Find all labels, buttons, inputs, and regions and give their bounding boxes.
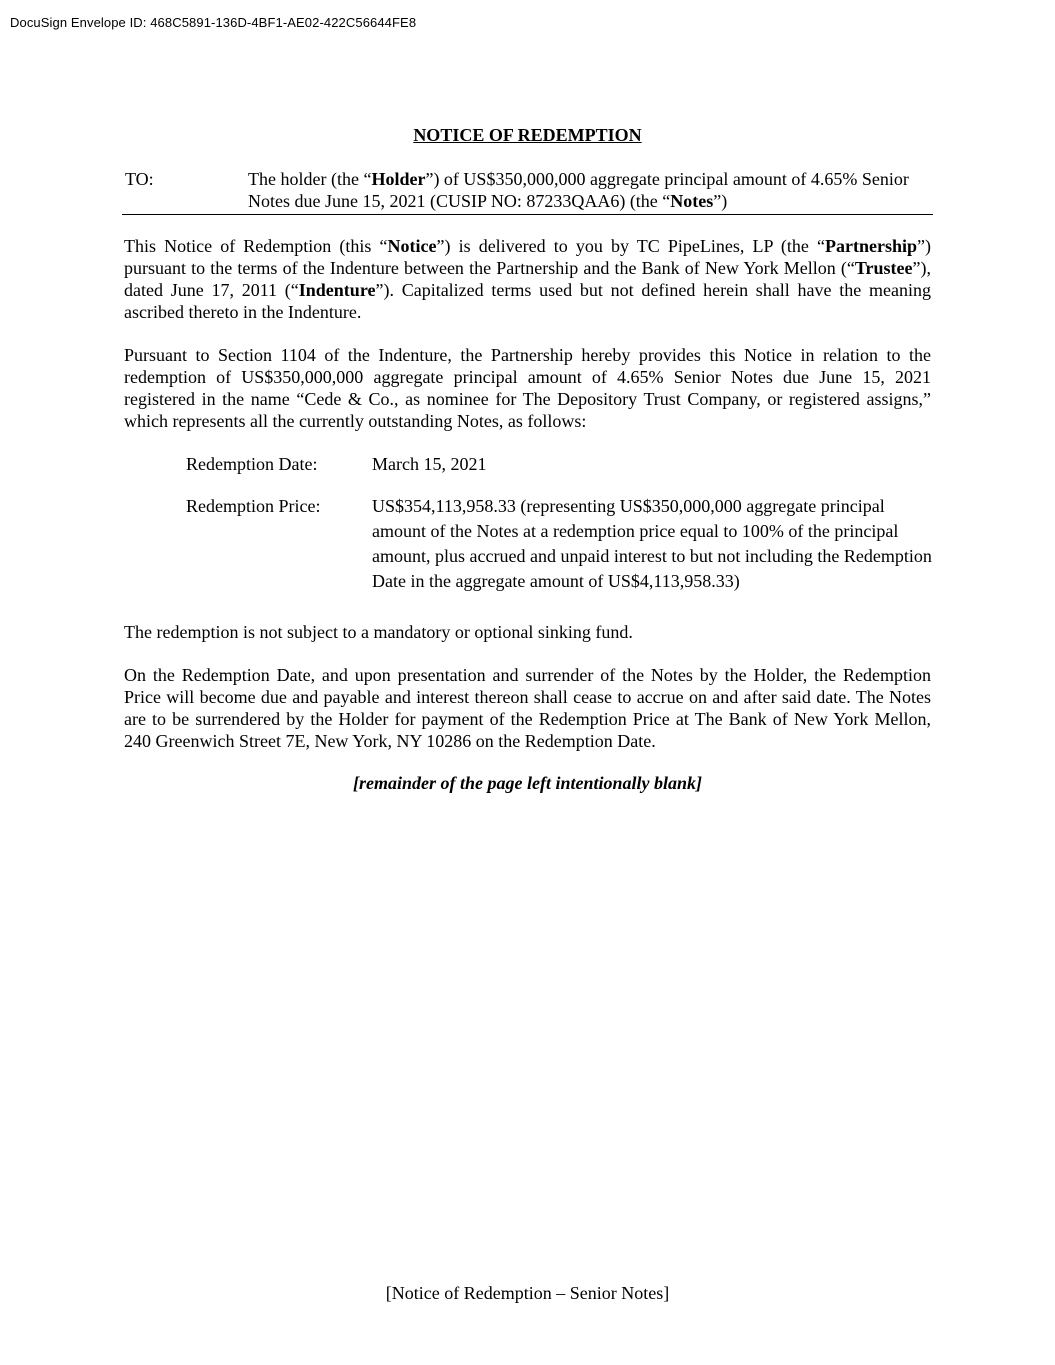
intro-text-part: ”), dated June 17, 2011 (“ (124, 258, 931, 300)
notice-term: Notice (387, 236, 437, 256)
redemption-date-label: Redemption Date: (186, 454, 318, 474)
intro-text-part: ”) pursuant to the terms of the Indenture between the Partnership and the Bank of New York Mellon (“ (124, 236, 931, 278)
document-title: NOTICE OF REDEMPTION (413, 125, 642, 145)
docusign-envelope-id: DocuSign Envelope ID: 468C5891-136D-4BF1-AE02-422C56644FE8 (10, 15, 417, 30)
sinking-fund-paragraph: The redemption is not subject to a mandatory or optional sinking fund. (124, 622, 633, 642)
intro-text-part: ”) is delivered to you by TC PipeLines, LP (the “ (436, 236, 826, 256)
redemption-price-value: US$354,113,958.33 (representing US$350,000,000 aggregate principal amount of the Notes at a redemption price equal to 100% of the principal amount, plus accrued and unpaid interest to but not including the Redemption Date in the aggregate amount of US$4,113,958.33) (372, 496, 932, 591)
to-label: TO: (125, 169, 154, 189)
partnership-term: Partnership (825, 236, 918, 256)
redemption-price-label: Redemption Price: (186, 496, 321, 516)
addressee-text-part: The holder (the “ (248, 169, 372, 189)
redemption-paragraph: Pursuant to Section 1104 of the Indenture, the Partnership hereby provides this Notice in relation to the redemption of US$350,000,000 aggregate principal amount of 4.65% Senior Notes due June 15, 2021 registered in the name “Cede & Co., as nominee for The Depository Trust Company, or registered assigns,” which represents all the currently outstanding Notes, as follows: (124, 345, 931, 431)
addressee-text-part: ”) of US$350,000,000 aggregate principal amount of 4.65% Senior Notes due June 15, 2021 (CUSIP NO: 87233QAA6) (the “ (248, 169, 909, 211)
addressee-block (122, 168, 933, 215)
addressee-text-part: ”) (713, 191, 728, 211)
holder-term: Holder (371, 169, 426, 189)
intro-text-part: This Notice of Redemption (this “ (124, 236, 388, 256)
intro-text-part: ”). Capitalized terms used but not defined herein shall have the meaning ascribed thereto in the Indenture. (124, 280, 931, 322)
indenture-term: Indenture (298, 280, 376, 300)
page-footer: [Notice of Redemption – Senior Notes] (385, 1283, 670, 1303)
addressee-text (248, 168, 933, 212)
redemption-date-value: March 15, 2021 (372, 454, 487, 474)
blank-page-note: [remainder of the page left intentionally blank] (353, 773, 702, 793)
notes-term: Notes (670, 191, 714, 211)
trustee-term: Trustee (854, 258, 913, 278)
intro-paragraph (124, 235, 931, 323)
surrender-paragraph: On the Redemption Date, and upon presentation and surrender of the Notes by the Holder, the Redemption Price will become due and payable and interest thereon shall cease to accrue on and after said date. The Notes are to be surrendered by the Holder for payment of the Redemption Price at The Bank of New York Mellon, 240 Greenwich Street 7E, New York, NY 10286 on the Redemption Date. (124, 665, 931, 751)
